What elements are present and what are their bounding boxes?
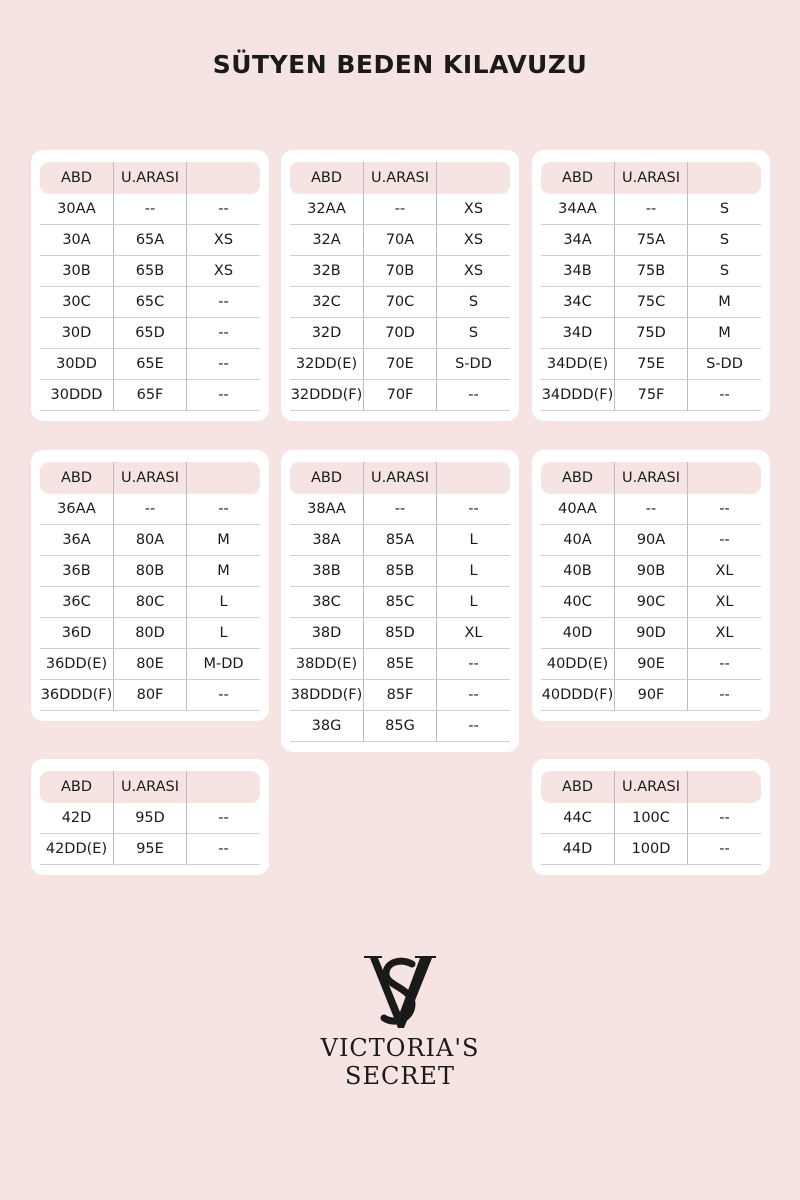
cell-eu-size: 95E	[114, 834, 187, 865]
cell-eu-size: 75E	[615, 349, 688, 380]
header-underband: U.ARASI	[615, 162, 688, 194]
table-row	[40, 525, 260, 556]
table-row	[40, 649, 260, 680]
cell-letter-size: M	[187, 556, 260, 587]
cell-abd-size: 34C	[541, 287, 615, 318]
cell-letter-size: S	[688, 225, 761, 256]
table-row	[290, 556, 510, 587]
vs-monogram-icon	[360, 950, 440, 1034]
table-row	[541, 525, 761, 556]
cell-abd-size: 36AA	[40, 494, 114, 525]
size-table	[290, 162, 510, 411]
cell-abd-size: 36C	[40, 587, 114, 618]
cell-abd-size: 30C	[40, 287, 114, 318]
cell-eu-size: 65C	[114, 287, 187, 318]
cell-abd-size: 38B	[290, 556, 364, 587]
table-row	[290, 380, 510, 411]
cell-eu-size: 65D	[114, 318, 187, 349]
header-underband: U.ARASI	[114, 162, 187, 194]
cell-abd-size: 38DDD(F)	[290, 680, 364, 711]
cell-abd-size: 36DDD(F)	[40, 680, 114, 711]
table-row	[40, 618, 260, 649]
table-row	[541, 618, 761, 649]
table-row	[40, 494, 260, 525]
cell-abd-size: 36A	[40, 525, 114, 556]
cell-eu-size: --	[364, 494, 437, 525]
header-underband: U.ARASI	[364, 162, 437, 194]
cell-eu-size: --	[615, 194, 688, 225]
cell-letter-size: XL	[688, 556, 761, 587]
table-header-row	[541, 771, 761, 803]
cell-letter-size: --	[688, 680, 761, 711]
size-table	[40, 162, 260, 411]
page-title: SÜTYEN BEDEN KILAVUZU	[212, 50, 588, 79]
cell-abd-size: 30A	[40, 225, 114, 256]
cell-eu-size: 75B	[615, 256, 688, 287]
cell-abd-size: 42D	[40, 803, 114, 834]
cell-abd-size: 38C	[290, 587, 364, 618]
table-row	[290, 225, 510, 256]
header-underband: U.ARASI	[364, 462, 437, 494]
table-row	[541, 587, 761, 618]
table-row	[40, 587, 260, 618]
cell-letter-size: XL	[437, 618, 510, 649]
table-row	[290, 287, 510, 318]
table-row	[40, 194, 260, 225]
cell-eu-size: 75A	[615, 225, 688, 256]
header-underband: U.ARASI	[114, 771, 187, 803]
table-row	[40, 834, 260, 865]
cell-letter-size: --	[187, 494, 260, 525]
brand-name-line1: VICTORIA'S	[320, 1034, 480, 1062]
cell-letter-size: L	[187, 618, 260, 649]
brand-name-line2: SECRET	[345, 1062, 455, 1090]
cell-letter-size: --	[187, 680, 260, 711]
cell-letter-size: XS	[437, 256, 510, 287]
cell-eu-size: 70E	[364, 349, 437, 380]
cell-abd-size: 32D	[290, 318, 364, 349]
cell-abd-size: 32DD(E)	[290, 349, 364, 380]
table-row	[290, 649, 510, 680]
header-letter-size	[688, 771, 761, 803]
cell-eu-size: 90A	[615, 525, 688, 556]
cell-abd-size: 38A	[290, 525, 364, 556]
table-header-row	[290, 462, 510, 494]
size-table-42	[31, 759, 269, 875]
size-table-40	[532, 450, 770, 721]
cell-eu-size: 80C	[114, 587, 187, 618]
cell-letter-size: L	[437, 525, 510, 556]
cell-letter-size: --	[688, 525, 761, 556]
cell-eu-size: 75D	[615, 318, 688, 349]
cell-abd-size: 36B	[40, 556, 114, 587]
table-row	[40, 256, 260, 287]
cell-abd-size: 40D	[541, 618, 615, 649]
cell-letter-size: --	[187, 194, 260, 225]
table-header-row	[40, 771, 260, 803]
header-abd: ABD	[290, 462, 364, 494]
table-row	[290, 680, 510, 711]
cell-eu-size: 70A	[364, 225, 437, 256]
table-row	[290, 525, 510, 556]
header-abd: ABD	[290, 162, 364, 194]
cell-abd-size: 34DDD(F)	[541, 380, 615, 411]
cell-eu-size: 90B	[615, 556, 688, 587]
table-row	[290, 587, 510, 618]
cell-letter-size: --	[688, 649, 761, 680]
cell-letter-size: --	[187, 834, 260, 865]
cell-abd-size: 30D	[40, 318, 114, 349]
cell-eu-size: 85A	[364, 525, 437, 556]
cell-letter-size: --	[688, 380, 761, 411]
cell-eu-size: --	[615, 494, 688, 525]
cell-eu-size: 90D	[615, 618, 688, 649]
cell-abd-size: 32DDD(F)	[290, 380, 364, 411]
cell-letter-size: --	[187, 380, 260, 411]
cell-letter-size: L	[437, 556, 510, 587]
header-letter-size	[187, 771, 260, 803]
table-row	[40, 318, 260, 349]
cell-letter-size: --	[187, 287, 260, 318]
cell-eu-size: 75C	[615, 287, 688, 318]
cell-letter-size: XL	[688, 618, 761, 649]
cell-eu-size: 100D	[615, 834, 688, 865]
header-underband: U.ARASI	[615, 771, 688, 803]
cell-abd-size: 34B	[541, 256, 615, 287]
size-table	[541, 771, 761, 865]
table-row	[290, 194, 510, 225]
table-header-row	[40, 462, 260, 494]
cell-abd-size: 30AA	[40, 194, 114, 225]
size-table-32	[281, 150, 519, 421]
cell-abd-size: 40DD(E)	[541, 649, 615, 680]
size-table	[541, 462, 761, 711]
table-row	[541, 318, 761, 349]
table-row	[541, 803, 761, 834]
table-row	[541, 194, 761, 225]
cell-letter-size: XS	[187, 225, 260, 256]
cell-eu-size: 80D	[114, 618, 187, 649]
cell-eu-size: 90C	[615, 587, 688, 618]
cell-letter-size: S	[437, 318, 510, 349]
table-header-row	[541, 462, 761, 494]
table-row	[40, 803, 260, 834]
size-table	[40, 771, 260, 865]
size-table	[290, 462, 510, 742]
cell-abd-size: 32A	[290, 225, 364, 256]
header-letter-size	[187, 462, 260, 494]
cell-eu-size: 70D	[364, 318, 437, 349]
cell-letter-size: --	[437, 649, 510, 680]
cell-eu-size: 85F	[364, 680, 437, 711]
header-abd: ABD	[40, 462, 114, 494]
table-row	[290, 494, 510, 525]
cell-abd-size: 34A	[541, 225, 615, 256]
cell-letter-size: XS	[437, 225, 510, 256]
cell-abd-size: 30B	[40, 256, 114, 287]
cell-letter-size: --	[437, 494, 510, 525]
cell-eu-size: 70C	[364, 287, 437, 318]
table-row	[40, 680, 260, 711]
cell-abd-size: 34AA	[541, 194, 615, 225]
cell-abd-size: 36D	[40, 618, 114, 649]
cell-letter-size: L	[187, 587, 260, 618]
header-letter-size	[688, 162, 761, 194]
table-row	[40, 287, 260, 318]
size-table-30	[31, 150, 269, 421]
cell-letter-size: S	[437, 287, 510, 318]
cell-abd-size: 34D	[541, 318, 615, 349]
cell-eu-size: 70B	[364, 256, 437, 287]
header-abd: ABD	[541, 771, 615, 803]
header-letter-size	[437, 462, 510, 494]
cell-abd-size: 38G	[290, 711, 364, 742]
cell-abd-size: 30DD	[40, 349, 114, 380]
table-row	[290, 349, 510, 380]
cell-letter-size: XS	[187, 256, 260, 287]
cell-eu-size: 70F	[364, 380, 437, 411]
cell-abd-size: 44D	[541, 834, 615, 865]
cell-eu-size: 80E	[114, 649, 187, 680]
cell-abd-size: 42DD(E)	[40, 834, 114, 865]
table-row	[541, 225, 761, 256]
cell-letter-size: --	[688, 803, 761, 834]
cell-letter-size: --	[187, 803, 260, 834]
cell-eu-size: 65E	[114, 349, 187, 380]
table-row	[541, 256, 761, 287]
cell-eu-size: 85G	[364, 711, 437, 742]
cell-abd-size: 32C	[290, 287, 364, 318]
cell-abd-size: 40B	[541, 556, 615, 587]
cell-letter-size: --	[688, 494, 761, 525]
size-table-38	[281, 450, 519, 752]
cell-eu-size: --	[364, 194, 437, 225]
cell-eu-size: 85D	[364, 618, 437, 649]
size-table-34	[532, 150, 770, 421]
cell-eu-size: 90E	[615, 649, 688, 680]
size-table-36	[31, 450, 269, 721]
cell-letter-size: S-DD	[688, 349, 761, 380]
cell-letter-size: --	[437, 380, 510, 411]
cell-letter-size: M	[688, 318, 761, 349]
cell-abd-size: 32B	[290, 256, 364, 287]
cell-letter-size: S-DD	[437, 349, 510, 380]
header-underband: U.ARASI	[615, 462, 688, 494]
table-row	[290, 618, 510, 649]
header-abd: ABD	[541, 462, 615, 494]
cell-eu-size: 85E	[364, 649, 437, 680]
table-header-row	[541, 162, 761, 194]
cell-letter-size: M	[688, 287, 761, 318]
cell-eu-size: --	[114, 494, 187, 525]
cell-eu-size: 65B	[114, 256, 187, 287]
cell-eu-size: 95D	[114, 803, 187, 834]
table-header-row	[290, 162, 510, 194]
table-header-row	[40, 162, 260, 194]
header-abd: ABD	[40, 162, 114, 194]
table-row	[290, 711, 510, 742]
cell-eu-size: 100C	[615, 803, 688, 834]
cell-abd-size: 40AA	[541, 494, 615, 525]
cell-eu-size: 80B	[114, 556, 187, 587]
table-row	[40, 380, 260, 411]
cell-abd-size: 30DDD	[40, 380, 114, 411]
header-letter-size	[437, 162, 510, 194]
cell-letter-size: S	[688, 256, 761, 287]
cell-abd-size: 38AA	[290, 494, 364, 525]
table-row	[541, 556, 761, 587]
cell-letter-size: M-DD	[187, 649, 260, 680]
table-row	[541, 834, 761, 865]
cell-abd-size: 40C	[541, 587, 615, 618]
cell-eu-size: 80F	[114, 680, 187, 711]
victorias-secret-logo	[300, 950, 500, 1110]
size-table-44	[532, 759, 770, 875]
cell-letter-size: --	[187, 349, 260, 380]
cell-letter-size: S	[688, 194, 761, 225]
cell-eu-size: 85B	[364, 556, 437, 587]
header-abd: ABD	[541, 162, 615, 194]
cell-letter-size: M	[187, 525, 260, 556]
cell-abd-size: 36DD(E)	[40, 649, 114, 680]
cell-letter-size: XS	[437, 194, 510, 225]
cell-eu-size: 65A	[114, 225, 187, 256]
cell-eu-size: 75F	[615, 380, 688, 411]
cell-letter-size: --	[187, 318, 260, 349]
table-row	[290, 318, 510, 349]
cell-letter-size: L	[437, 587, 510, 618]
cell-eu-size: 65F	[114, 380, 187, 411]
cell-letter-size: --	[688, 834, 761, 865]
header-abd: ABD	[40, 771, 114, 803]
cell-eu-size: 85C	[364, 587, 437, 618]
table-row	[541, 287, 761, 318]
table-row	[541, 494, 761, 525]
cell-eu-size: 80A	[114, 525, 187, 556]
table-row	[541, 349, 761, 380]
cell-abd-size: 34DD(E)	[541, 349, 615, 380]
cell-letter-size: --	[437, 711, 510, 742]
cell-abd-size: 32AA	[290, 194, 364, 225]
cell-abd-size: 44C	[541, 803, 615, 834]
table-row	[541, 380, 761, 411]
cell-letter-size: XL	[688, 587, 761, 618]
cell-letter-size: --	[437, 680, 510, 711]
header-underband: U.ARASI	[114, 462, 187, 494]
size-table	[40, 462, 260, 711]
cell-abd-size: 40DDD(F)	[541, 680, 615, 711]
table-row	[40, 556, 260, 587]
cell-eu-size: 90F	[615, 680, 688, 711]
table-row	[290, 256, 510, 287]
table-row	[541, 649, 761, 680]
cell-eu-size: --	[114, 194, 187, 225]
cell-abd-size: 38DD(E)	[290, 649, 364, 680]
header-letter-size	[688, 462, 761, 494]
cell-abd-size: 38D	[290, 618, 364, 649]
table-row	[541, 680, 761, 711]
size-table	[541, 162, 761, 411]
table-row	[40, 225, 260, 256]
cell-abd-size: 40A	[541, 525, 615, 556]
table-row	[40, 349, 260, 380]
header-letter-size	[187, 162, 260, 194]
